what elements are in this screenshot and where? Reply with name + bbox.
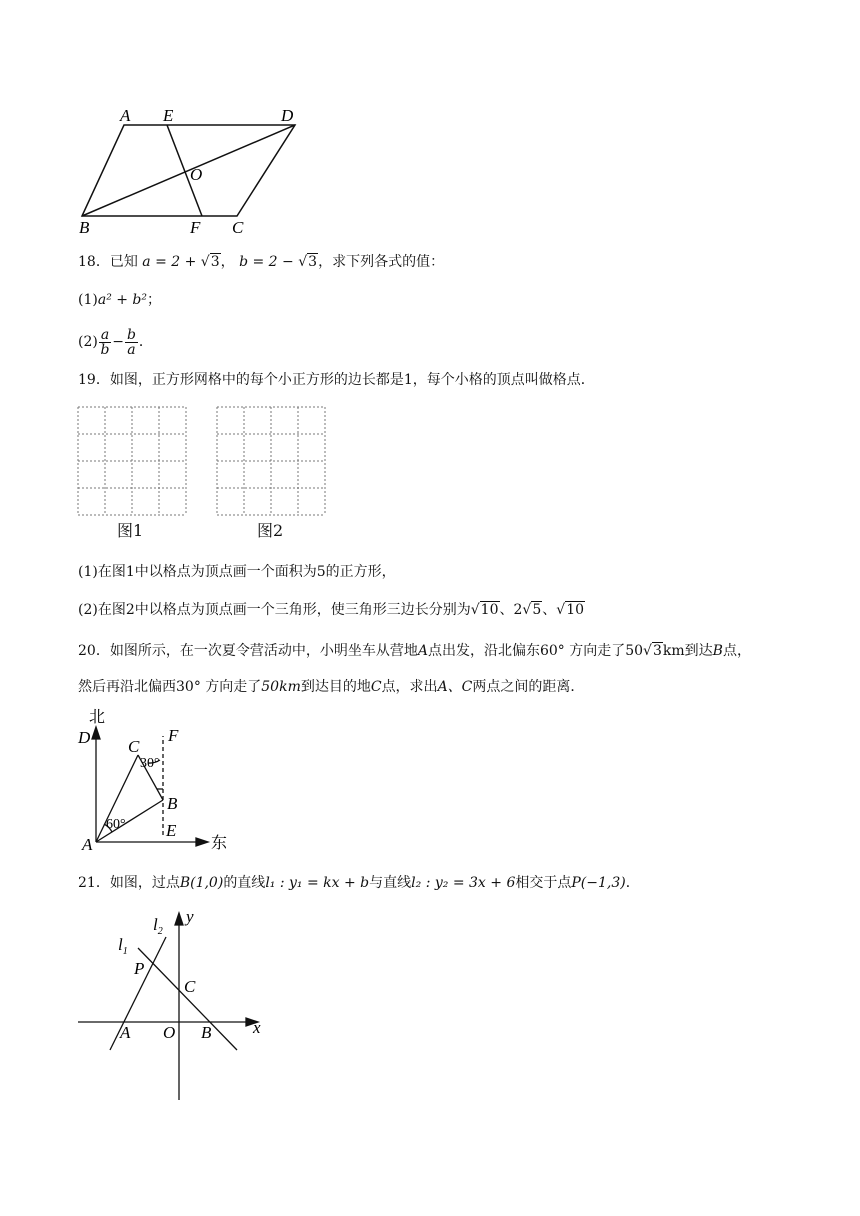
q19-part1: (1)在图1中以格点为顶点画一个面积为5的正方形， bbox=[78, 564, 396, 580]
label-C: C bbox=[184, 977, 196, 996]
l1-label: $l_1$ bbox=[118, 935, 128, 957]
label-O: O bbox=[163, 1023, 176, 1042]
label-E: E bbox=[163, 106, 174, 125]
q21-line: 21．如图，过点B(1,0)的直线l₁ : y₁ = kx + b与直线l₂ : y₂ = 3x + 6相交于点P(−1,3)． bbox=[78, 875, 640, 891]
q20-line1: 20．如图所示，在一次夏令营活动中，小明坐车从营地A点出发，沿北偏东60° 方向走了50√3km到达B点， bbox=[78, 643, 751, 659]
east-label: 东 bbox=[211, 835, 228, 852]
label-A: A bbox=[120, 106, 131, 125]
x-axis-label: x bbox=[253, 1018, 261, 1037]
label-P: P bbox=[134, 959, 145, 978]
label-C: C bbox=[128, 737, 140, 756]
label-D: D bbox=[78, 728, 91, 747]
q18-line: 18．已知 a = 2 + √3， b = 2 − √3，求下列各式的值： bbox=[78, 254, 445, 270]
fig1-caption: 图1 bbox=[117, 521, 144, 540]
q18-part1: (1)a² + b²； bbox=[78, 292, 162, 308]
fig2-caption: 图2 bbox=[257, 521, 284, 540]
label-B: B bbox=[167, 794, 178, 813]
label-E: E bbox=[166, 821, 177, 840]
q19-line: 19．如图，正方形网格中的每个小正方形的边长都是1，每个小格的顶点叫做格点． bbox=[78, 372, 595, 388]
angle-60-label: 60° bbox=[106, 817, 126, 832]
label-A: A bbox=[120, 1023, 131, 1042]
q20-line2: 然后再沿北偏西30° 方向走了50km到达目的地C点，求出A、C两点之间的距离． bbox=[78, 679, 585, 695]
north-label: 北 bbox=[89, 709, 106, 726]
label-F: F bbox=[190, 218, 201, 237]
label-B: B bbox=[79, 218, 90, 237]
y-axis-label: y bbox=[186, 907, 194, 926]
label-D: D bbox=[281, 106, 294, 125]
label-O: O bbox=[190, 165, 203, 184]
l2-label: $l_2$ bbox=[153, 915, 163, 937]
angle-30-label: 30° bbox=[140, 756, 160, 771]
label-A: A bbox=[82, 835, 93, 854]
label-C: C bbox=[232, 218, 244, 237]
label-F: F bbox=[168, 726, 179, 745]
q18-part2: (2) $\frac{a}{b}$ − $\frac{b}{a}$ ． bbox=[78, 326, 153, 358]
q19-part2: (2)在图2中以格点为顶点画一个三角形，使三角形三边长分别为√10、2√5、√10 bbox=[78, 602, 585, 618]
label-B: B bbox=[201, 1023, 212, 1042]
